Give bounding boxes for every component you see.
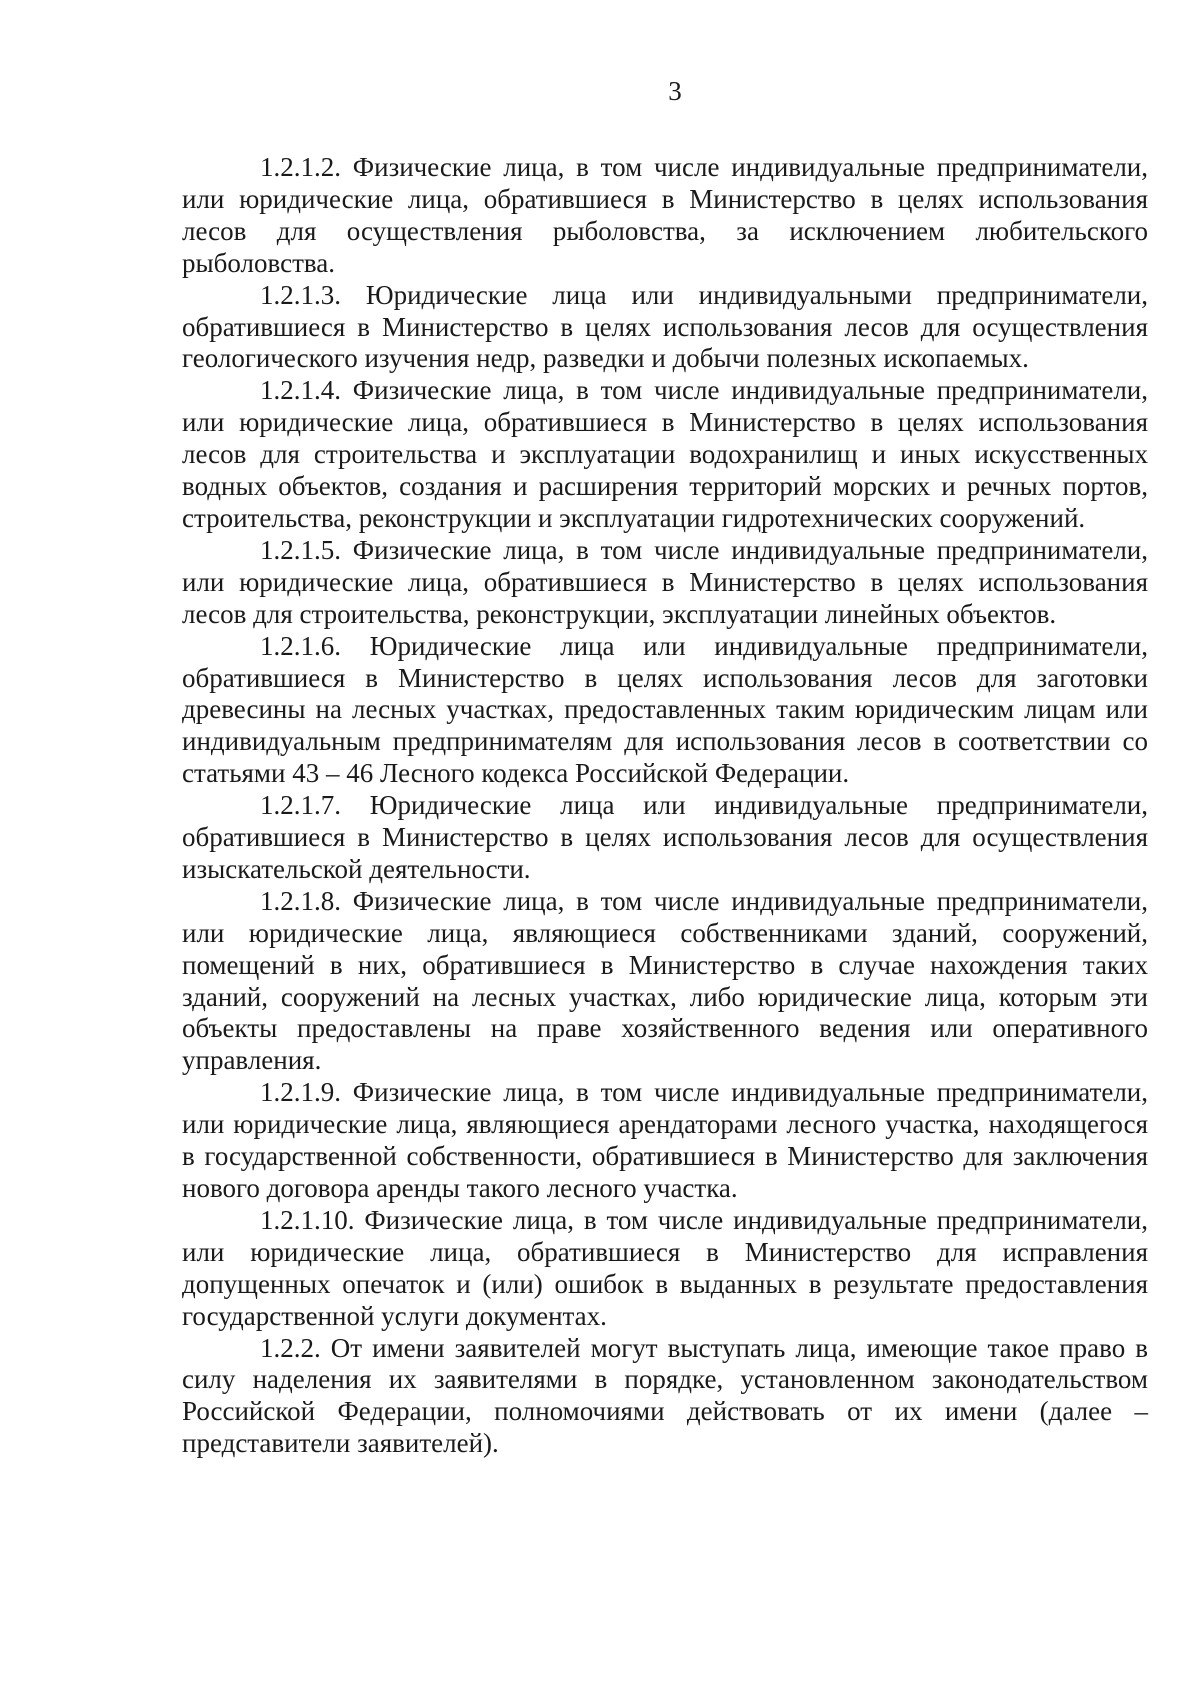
paragraph-1-2-1-10: 1.2.1.10. Физические лица, в том числе индивидуальные предприниматели, или юридические лица, обратившиеся в Министерство для исправления допущенных опечаток и (или) ошибок в выданных в результате предоставления государственной услуги документах. bbox=[182, 1204, 1148, 1331]
paragraph-1-2-1-2: 1.2.1.2. Физические лица, в том числе индивидуальные предприниматели, или юридические лица, обратившиеся в Министерство в целях использования лесов для осуществления рыболовства, за исключением любительского рыболовства. bbox=[182, 152, 1148, 278]
document-body bbox=[182, 152, 1148, 1460]
page-number: 3 bbox=[668, 76, 682, 106]
paragraph-1-2-1-5: 1.2.1.5. Физические лица, в том числе индивидуальные предприниматели, или юридические лица, обратившиеся в Министерство в целях использования лесов для строительства, реконструкции, эксплуатации линейных объектов. bbox=[182, 534, 1148, 629]
paragraph-1-2-1-6: 1.2.1.6. Юридические лица или индивидуальные предприниматели, обратившиеся в Министерство в целях использования лесов для заготовки древесины на лесных участках, предоставленных таким юридическим лицам или индивидуальным предпринимателям для использования лесов в соответствии со статьями 43 – 46 Лесного кодекса Российской Федерации. bbox=[182, 630, 1148, 789]
paragraph-1-2-1-3: 1.2.1.3. Юридические лица или индивидуальными предприниматели, обратившиеся в Министерство в целях использования лесов для осуществления геологического изучения недр, разведки и добычи полезных ископаемых. bbox=[182, 279, 1148, 374]
paragraph-1-2-1-7: 1.2.1.7. Юридические лица или индивидуальные предприниматели, обратившиеся в Министерство в целях использования лесов для осуществления изыскательской деятельности. bbox=[182, 790, 1148, 884]
paragraph-1-2-1-8: 1.2.1.8. Физические лица, в том числе индивидуальные предприниматели, или юридические лица, являющиеся собственниками зданий, сооружений, помещений в них, обратившиеся в Министерство в случае нахождения таких зданий, сооружений на лесных участках, либо юридические лица, которым эти объекты предоставлены на праве хозяйственного ведения или оперативного управления. bbox=[182, 885, 1148, 1076]
paragraph-1-2-1-9: 1.2.1.9. Физические лица, в том числе индивидуальные предприниматели, или юридические лица, являющиеся арендаторами лесного участка, находящегося в государственной собственности, обратившиеся в Министерство для заключения нового договора аренды такого лесного участка. bbox=[182, 1077, 1148, 1203]
paragraph-1-2-1-4: 1.2.1.4. Физические лица, в том числе индивидуальные предприниматели, или юридические лица, обратившиеся в Министерство в целях использования лесов для строительства и эксплуатации водохранилищ и иных искусственных водных объектов, создания и расширения территорий морских и речных портов, строительства, реконструкции и эксплуатации гидротехнических сооружений. bbox=[182, 375, 1148, 533]
paragraph-1-2-2: 1.2.2. От имени заявителей могут выступать лица, имеющие такое право в силу наделения их заявителями в порядке, установленном законодательством Российской Федерации, полномочиями действовать от их имени (далее – представители заявителей). bbox=[182, 1332, 1148, 1459]
